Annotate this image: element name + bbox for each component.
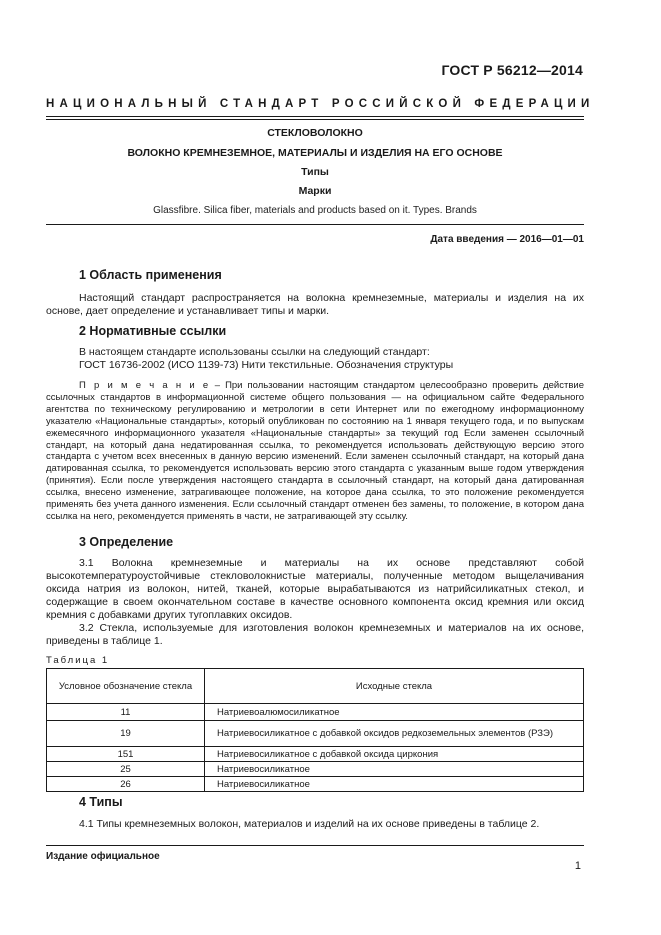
section-3-paragraph-2: 3.2 Стекла, используемые для изготовления волокон кремнеземных и материалов на их основе, приведены в таблице 1. xyxy=(46,622,584,647)
standard-number: ГОСТ Р 56212—2014 xyxy=(441,62,583,78)
section-1-heading: 1 Область применения xyxy=(79,268,222,282)
section-1-text xyxy=(46,292,584,318)
footer-divider xyxy=(46,845,584,846)
section-2-reference: ГОСТ 16736-2002 (ИСО 1139-73) Нити текстильные. Обозначения структуры xyxy=(79,359,454,371)
table-row xyxy=(47,704,584,721)
title-line-1: СТЕКЛОВОЛОКНО xyxy=(267,127,363,139)
table-cell-glass: Натриевосиликатное с добавкой оксидов редкоземельных элементов (РЗЭ) xyxy=(205,721,584,747)
table-cell-glass: Натриевосиликатное с добавкой оксида циркония xyxy=(205,747,584,762)
table-1-caption: Таблица 1 xyxy=(46,655,110,666)
header-divider-bottom xyxy=(46,119,584,120)
section-3-paragraph-1: 3.1 Волокна кремнеземные и материалы на их основе представляют собой высокотемпературоустойчивые стекловолокнистые материалы, полученные методом выщелачивания оксида натрия из волокон, нитей, тканей, которые вырабатываются из натрийсиликатных стекол, и содержащие в своем окончательном составе в качестве основного компонента оксид кремния или оксид кремния с добавками других тугоплавких оксидов. xyxy=(46,557,584,621)
edition-label: Издание официальное xyxy=(46,851,160,862)
title-line-2: ВОЛОКНО КРЕМНЕЗЕМНОЕ, МАТЕРИАЛЫ И ИЗДЕЛИЯ НА ЕГО ОСНОВЕ xyxy=(127,147,503,159)
table-cell-code: 26 xyxy=(47,777,205,792)
table-row xyxy=(47,747,584,762)
table-cell-glass: Натриевоалюмосиликатное xyxy=(205,704,584,721)
section-4-paragraph-1: 4.1 Типы кремнеземных волокон, материалов и изделий на их основе приведены в таблице 2. xyxy=(79,818,540,830)
note-text: – При пользовании настоящим стандартом целесообразно проверить действие ссылочных стандартов в информационной системе общего пользования — на официальном сайте Федерального агентства по техническому регулированию и метрологии в сети Интернет или по ежегодному информационному указателю «Национальные стандарты», который опубликован по состоянию на 1 января текущего года, и по выпускам ежемесячного информационного указателя «Национальные стандарты» за текущий год Если заменен ссылочный стандарт, на который дана недатированная ссылка, то рекомендуется использовать действующую версию этого стандарта с учетом всех внесенных в данную версию изменений. Если заменен ссылочный стандарт, на который дана датированная ссылка, то рекомендуется использовать версию этого стандарта с указанным выше годом утверждения (принятия). Если после утверждения настоящего стандарта в ссылочный стандарт, на который дана датированная ссылка, внесено изменение, затрагивающее положение, на которое дана ссылка, то это положение рекомендуется применять без учета данного изменения. Если ссылочный стандарт отменен без замены, то положение, в котором дана ссылка на него, рекомендуется применять в части, не затрагивающей эту ссылку. xyxy=(46,380,584,522)
table-header-row xyxy=(47,669,584,704)
title-divider xyxy=(46,224,584,225)
table-1 xyxy=(46,668,584,792)
note-label: П р и м е ч а н и е xyxy=(79,380,210,391)
table-header-glass: Исходные стекла xyxy=(205,669,584,704)
table-row xyxy=(47,777,584,792)
table-cell-glass: Натриевосиликатное xyxy=(205,762,584,777)
table-cell-code: 19 xyxy=(47,721,205,747)
title-line-4: Марки xyxy=(298,185,332,197)
section-2-note xyxy=(46,380,584,523)
table-cell-code: 25 xyxy=(47,762,205,777)
section-1-paragraph: Настоящий стандарт распространяется на волокна кремнеземные, материалы и изделия на их основе, дает определение и устанавливает типы и марки. xyxy=(46,292,584,317)
section-2-heading: 2 Нормативные ссылки xyxy=(79,324,227,338)
table-header-code: Условное обозначение стекла xyxy=(47,669,205,704)
table-cell-glass: Натриевосиликатное xyxy=(205,777,584,792)
section-4-heading: 4 Типы xyxy=(79,795,123,809)
table-cell-code: 11 xyxy=(47,704,205,721)
table-cell-code: 151 xyxy=(47,747,205,762)
intro-date: Дата введения — 2016—01—01 xyxy=(430,234,584,245)
table-row xyxy=(47,762,584,777)
section-2-intro: В настоящем стандарте использованы ссылки на следующий стандарт: xyxy=(79,346,430,358)
table-row xyxy=(47,721,584,747)
title-line-3: Типы xyxy=(301,166,329,178)
section-4-text xyxy=(46,818,584,831)
national-standard-heading: НАЦИОНАЛЬНЫЙ СТАНДАРТ РОССИЙСКОЙ ФЕДЕРАЦИИ xyxy=(46,98,595,110)
section-2-text xyxy=(46,346,584,372)
section-3-heading: 3 Определение xyxy=(79,535,174,549)
title-english: Glassfibre. Silica fiber, materials and products based on it. Types. Brands xyxy=(153,205,477,216)
page-number: 1 xyxy=(574,860,581,872)
header-divider-top xyxy=(46,116,584,117)
section-3-text xyxy=(46,557,584,648)
